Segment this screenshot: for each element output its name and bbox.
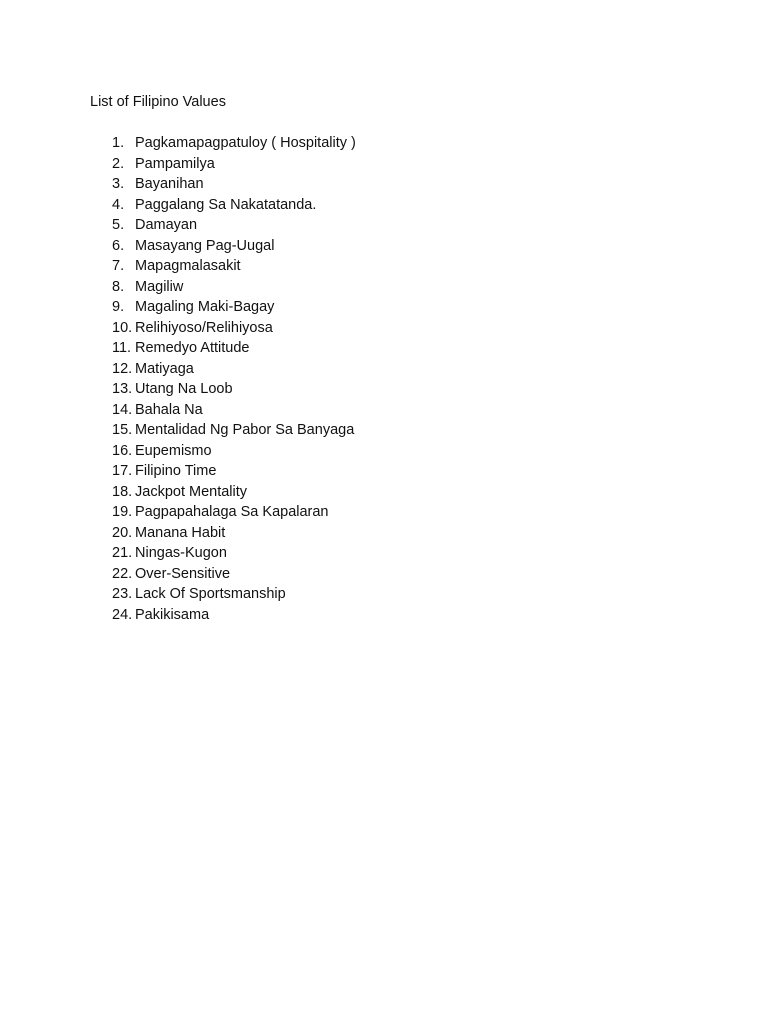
item-text: Relihiyoso/Relihiyosa <box>135 319 273 336</box>
item-text: Bahala Na <box>135 401 203 418</box>
item-number: 9. <box>112 299 125 315</box>
item-number: 16. <box>112 442 133 459</box>
item-text: Mapagmalasakit <box>135 258 241 274</box>
item-text: Magaling Maki-Bagay <box>135 299 275 315</box>
item-number: 22. <box>112 565 133 582</box>
item-number: 7. <box>112 258 125 274</box>
item-text: Mentalidad Ng Pabor Sa Banyaga <box>135 422 355 438</box>
item-text: Damayan <box>135 217 198 233</box>
item-text: Utang Na Loob <box>135 381 233 397</box>
item-number: 19. <box>112 504 133 520</box>
item-number: 4. <box>112 196 125 213</box>
item-text: Pampamilya <box>135 155 215 172</box>
item-number: 23. <box>112 586 133 602</box>
item-number: 11. <box>112 340 132 356</box>
item-text: Pakikisama <box>135 606 210 623</box>
item-number: 15. <box>112 422 133 438</box>
item-text: Jackpot Mentality <box>135 483 248 500</box>
item-text: Remedyo Attitude <box>135 340 250 356</box>
item-text: Ningas-Kugon <box>135 545 227 561</box>
item-text: Manana Habit <box>135 524 226 541</box>
item-number: 20. <box>112 524 133 541</box>
item-text: Magiliw <box>135 278 184 295</box>
item-number: 24. <box>112 606 133 623</box>
item-text: Eupemismo <box>135 442 212 459</box>
item-number: 8. <box>112 278 125 295</box>
item-text: Paggalang Sa Nakatatanda. <box>135 196 317 213</box>
item-number: 14. <box>112 401 133 418</box>
item-text: Pagpapahalaga Sa Kapalaran <box>135 504 329 520</box>
item-number: 6. <box>112 237 125 254</box>
item-number: 18. <box>112 483 133 500</box>
item-number: 21. <box>112 545 133 561</box>
item-number: 17. <box>112 463 133 479</box>
item-text: Lack Of Sportsmanship <box>135 586 286 602</box>
item-number: 3. <box>112 176 125 192</box>
document-title: List of Filipino Values <box>90 94 226 110</box>
item-text: Bayanihan <box>135 176 204 192</box>
item-number: 10. <box>112 319 133 336</box>
item-number: 13. <box>112 381 133 397</box>
item-text: Matiyaga <box>135 360 194 377</box>
item-text: Over-Sensitive <box>135 565 231 582</box>
item-number: 1. <box>112 135 125 151</box>
item-number: 12. <box>112 360 133 377</box>
item-text: Masayang Pag-Uugal <box>135 237 275 254</box>
item-text: Filipino Time <box>135 463 217 479</box>
item-text: Pagkamapagpatuloy ( Hospitality ) <box>135 135 356 151</box>
item-number: 2. <box>112 155 125 172</box>
item-number: 5. <box>112 217 125 233</box>
